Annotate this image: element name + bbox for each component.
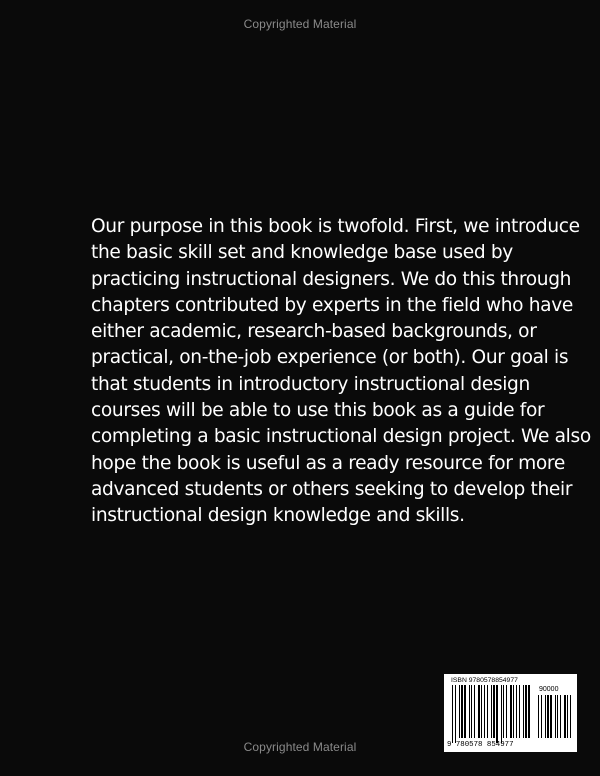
barcode-digits: 9 780578 854977	[447, 741, 514, 749]
watermark-top: Copyrighted Material	[243, 17, 357, 31]
isbn-label: ISBN 9780578854977	[451, 677, 518, 684]
watermark-bottom: Copyrighted Material	[243, 740, 357, 754]
back-cover-blurb: Our purpose in this book is twofold. First, we introduce the basic skill set and knowledge base used by practicing instructional designers. We do this through chapters contributed by experts in the field who have either academic, research-based backgrounds, or practical, on-the-job experience (or both). Our goal is that students in introductory instructional design courses will be able to use this book as a guide for completing a basic instructional design project. We also hope the book is useful as a ready resource for more advanced students or others seeking to develop their instructional design knowledge and skills.	[91, 216, 591, 527]
addon-barcode-bars	[538, 695, 572, 743]
price-code: 90000	[539, 686, 559, 693]
barcode-bars	[452, 685, 532, 743]
